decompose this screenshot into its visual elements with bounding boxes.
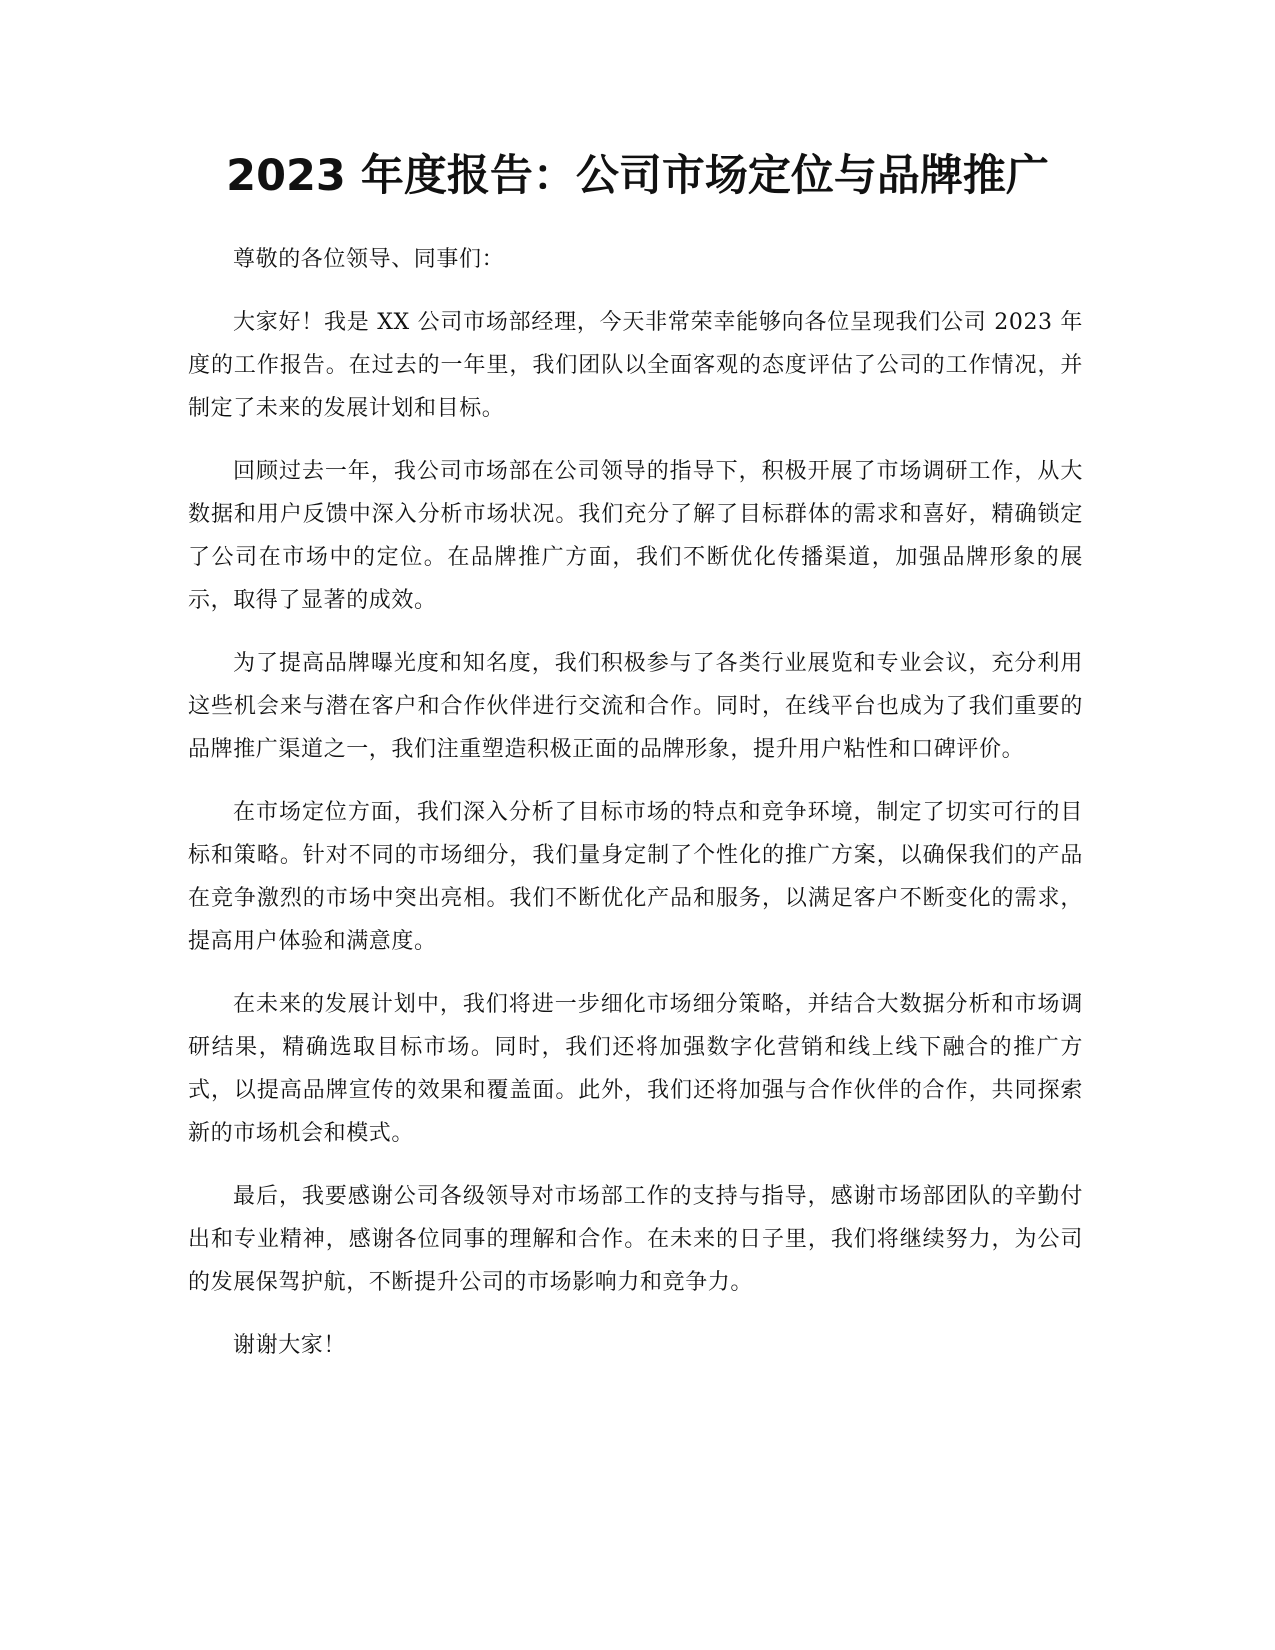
paragraph-thanks: 最后，我要感谢公司各级领导对市场部工作的支持与指导，感谢市场部团队的辛勤付出和专业精神，感谢各位同事的理解和合作。在未来的日子里，我们将继续努力，为公司的发展保驾护航，不断提升公司的市场影响力和竞争力。 — [188, 1184, 1083, 1295]
document-title: 2023 年度报告：公司市场定位与品牌推广 — [226, 151, 1049, 201]
paragraph-market-positioning: 在市场定位方面，我们深入分析了目标市场的特点和竞争环境，制定了切实可行的目标和策略。针对不同的市场细分，我们量身定制了个性化的推广方案，以确保我们的产品在竞争激烈的市场中突出亮相。我们不断优化产品和服务，以满足客户不断变化的需求，提高用户体验和满意度。 — [188, 800, 1083, 954]
paragraph-salutation: 尊敬的各位领导、同事们： — [233, 247, 505, 272]
paragraph-closing: 谢谢大家！ — [233, 1333, 347, 1358]
paragraph-review: 回顾过去一年，我公司市场部在公司领导的指导下，积极开展了市场调研工作，从大数据和用户反馈中深入分析市场状况。我们充分了解了目标群体的需求和喜好，精确锁定了公司在市场中的定位。在品牌推广方面，我们不断优化传播渠道，加强品牌形象的展示，取得了显著的成效。 — [188, 459, 1083, 613]
paragraph-brand-exposure: 为了提高品牌曝光度和知名度，我们积极参与了各类行业展览和专业会议，充分利用这些机会来与潜在客户和合作伙伴进行交流和合作。同时，在线平台也成为了我们重要的品牌推广渠道之一，我们注重塑造积极正面的品牌形象，提升用户粘性和口碑评价。 — [188, 651, 1083, 762]
paragraph-introduction: 大家好！我是 XX 公司市场部经理，今天非常荣幸能够向各位呈现我们公司 2023 年度的工作报告。在过去的一年里，我们团队以全面客观的态度评估了公司的工作情况，并制定了未来的发展计划和目标。 — [188, 310, 1083, 421]
document-body — [188, 238, 1083, 1387]
paragraph-future-plan: 在未来的发展计划中，我们将进一步细化市场细分策略，并结合大数据分析和市场调研结果，精确选取目标市场。同时，我们还将加强数字化营销和线上线下融合的推广方式，以提高品牌宣传的效果和覆盖面。此外，我们还将加强与合作伙伴的合作，共同探索新的市场机会和模式。 — [188, 992, 1083, 1146]
